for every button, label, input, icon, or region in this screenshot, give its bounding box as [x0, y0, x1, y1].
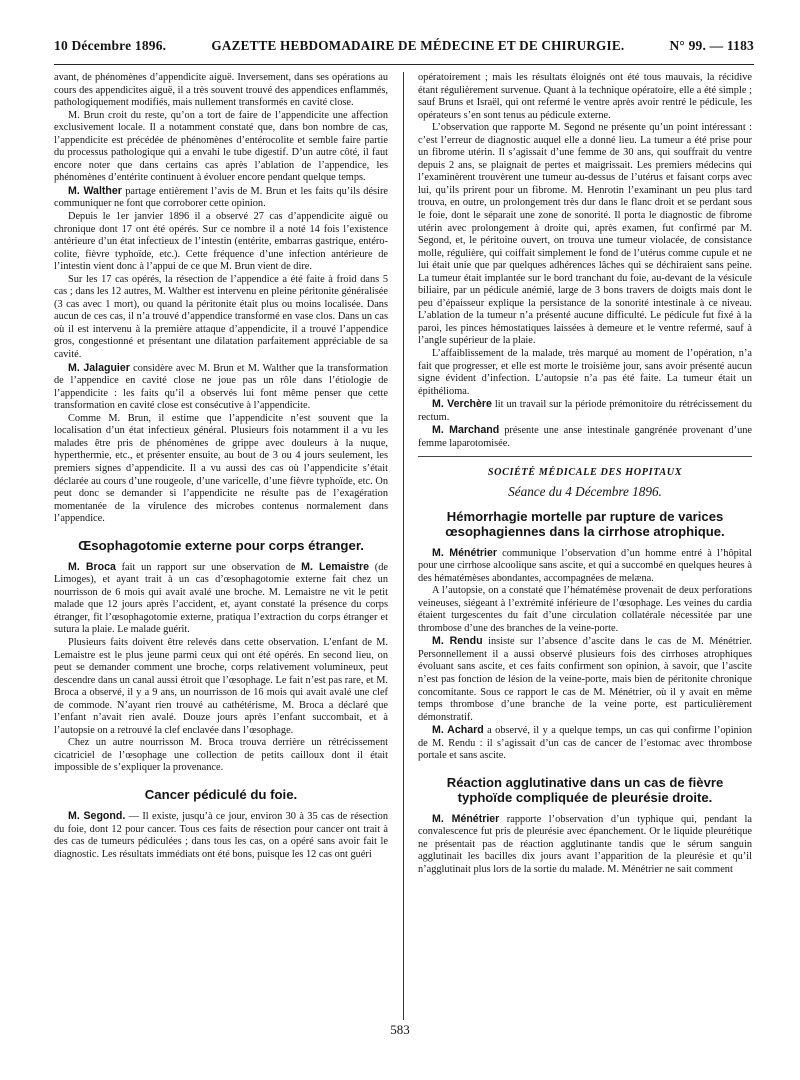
paragraph-text: présente une anse intestinale gangrénée provenant d’une femme laparotomisée.: [418, 425, 753, 449]
issue-number: N° 99. — 1183: [669, 38, 754, 53]
speaker-name: M. Verchère: [432, 398, 492, 411]
paragraph: Comme M. Brun, il estime que l’appendicite n’est souvent que la localisation d’un état infectieux général. Plusieurs fois notamment il a vu les malades être pris de phénomènes de grippe avec douleurs à la nuque, hyperthermie, etc., et présenter ensuite, au bout de 3 ou 4 jours seulement, les premiers signes d’appendicite. Il a vu aussi des cas où l’appendicite s’était déclarée au cours d’une rougeole, d’une varicelle, d’une fièvre typhoïde, etc. On peut donc se demander si l’appendicite ne résulte pas de l’exagération momentanée de la virulence des microbes contenus normalement dans l’appendice.: [54, 412, 388, 525]
paragraph: [54, 561, 388, 637]
paragraph-text: — Il existe, jusqu’à ce jour, environ 30 à 35 cas de résection du foie, dont 12 pour cancer. Tous ces faits de résection pour cancer ont trait à des cas de tumeurs pédiculées ; dans tous les cas, on a opéré sans avoir fait le diagnostic. Les résultats immédiats ont été bons, puisque les 12 cas ont guéri: [54, 810, 389, 860]
speaker-name: M. Marchand: [432, 424, 500, 437]
paragraph-text: insiste sur l’absence d’ascite dans le cas de M. Ménétrier. Personnellement il a aussi observé plusieurs fois des cirrhoses atrophiques évoluant sans ascite, et ces faits confirment son opinion, à savoir, que l’ascite n’est pas fonction de lésion de la veine-porte, mais bien de péritonite chronique concomitante. Sous ce rapport le cas de M. Ménétrier, où il y avait en même temps thrombose d’une branche de la veine porte, est particulièrement démonstratif.: [418, 636, 753, 723]
speaker-name: M. Segond.: [68, 809, 126, 822]
paragraph: Chez un autre nourrisson M. Broca trouva derrière un rétrécissement cicatriciel de l’œsophage une collection de petits cailloux dont il était impossible de s’expliquer la provenance.: [54, 737, 388, 774]
paragraph: L’affaiblissement de la malade, très marqué au moment de l’opération, n’a fait que progresser, et elle est morte le troisième jour, sans avoir présenté aucun signe évident d’infection. L’autopsie n’a pas été faite. La tumeur était un épithélioma.: [418, 348, 752, 397]
paragraph: [54, 185, 388, 211]
paragraph-text: fait un rapport sur une observation de: [115, 561, 302, 573]
paragraph: [418, 635, 752, 724]
speaker-name: M. Lemaistre: [301, 560, 370, 573]
section-heading: Hémorrhagie mortelle par rupture de varices œsophagiennes dans la cirrhose atrophique.: [445, 508, 725, 539]
speaker-name: M. Ménétrier: [432, 812, 500, 825]
paragraph-text: communique l’observation d’un homme entré à l’hôpital pour une cirrhose alcoolique sans ascite, et qui a succombé en quelques heures à des hématémèses abondantes, accompagnées de melæna.: [418, 547, 752, 584]
section-heading: Réaction agglutinative dans un cas de fièvre typhoïde compliquée de pleurésie droite.: [446, 774, 724, 805]
section-heading: Cancer pédiculé du foie.: [144, 786, 298, 802]
society-rule: [418, 456, 752, 457]
speaker-name: M. Rendu: [432, 635, 483, 648]
speaker-name: M. Ménétrier: [432, 546, 497, 559]
left-column: [54, 72, 388, 861]
paragraph: Depuis le 1er janvier 1896 il a observé 27 cas d’appendicite aiguë ou chronique dont 17 ont été opérés. Sur ce nombre il a noté 14 fois l’existence antérieure d’un état infectieux de l’intestin (entérite, embarras gastrique, entéro-colite, fièvre typhoïde, etc.). Cette fréquence d’une infection antérieure de l’intestin vient donc à l’appui de ce que M. Brun vient de dire.: [54, 211, 388, 273]
paragraph: [418, 547, 752, 586]
running-header: [54, 38, 754, 60]
paragraph-text: considère avec M. Brun et M. Walther que la transformation de l’appendice en cavité close ne joue pas un rôle dans l’étiologie de l’appendicite : les faits qu’il a observés lui font même penser que cette transformation en cavité close est consécutive à l’appendicite.: [54, 362, 388, 412]
paragraph-text: (de Limoges), et ayant trait à un cas d’œsophagotomie externe fait chez un nourrisson de 6 mois qui avait avalé une broche. M. Lemaistre ne vit le petit malade que 12 jours après l’accident, et, ayant constaté la présence du corps étranger, fit l’œsophagotomie externe, pratiqua l’extraction du corps étranger et sutura la plaie. Le malade guérit.: [54, 561, 388, 636]
paragraph: [418, 724, 752, 763]
session-date: Séance du 4 Décembre 1896.: [508, 483, 662, 499]
paragraph: Plusieurs faits doivent être relevés dans cette observation. L’enfant de M. Lemaistre est le plus jeune parmi ceux qui ont été opérés. En second lieu, on peut se demander comment une broche, corps relativement volumineux, peut descendre dans un canal aussi étroit que l’œsophage. Le fait n’est pas rare, et M. Broca a observé, il y a 9 ans, un nourrisson de 16 mois qui avait avalé une clef de commode. N’ayant rien trouvé au cathétérisme, M. Broca a déclaré que l’enfant n’avait rien avalé. Douze jours après l’enfant succombait, et à l’autopsie on a retrouvé la clef enclavée dans l’œsophage.: [54, 636, 388, 736]
paragraph: [418, 398, 752, 424]
paragraph: [418, 813, 752, 877]
paragraph-text: partage entièrement l’avis de M. Brun et les faits qu’ils désire communiquer ne font que corroborer cette opinion.: [54, 185, 388, 210]
paragraph: opératoirement ; mais les résultats éloignés ont été tous mauvais, la récidive étant régulièrement survenue. Quant à la technique opératoire, elle a été simple ; sauf Bruns et Israël, qui ont refermé le ventre après avoir rentré le pédicule, les opérateurs s’en sont tenus au pédicule externe.: [418, 72, 752, 121]
speaker-name: M. Achard: [432, 724, 484, 737]
journal-title: GAZETTE HEBDOMADAIRE DE MÉDECINE ET DE CHIRURGIE.: [211, 38, 625, 53]
page-number: 583: [390, 1022, 410, 1037]
column-divider: [403, 72, 404, 1020]
paragraph: [54, 362, 388, 413]
section-heading: Œsophagotomie externe pour corps étranger.: [78, 537, 364, 553]
paragraph-text: lit un travail sur la période prémonitoire du rétrécissement du rectum.: [418, 399, 752, 423]
issue-date: 10 Décembre 1896.: [54, 38, 167, 53]
paragraph: L’observation que rapporte M. Segond ne présente qu’un point intéressant : c’est l’erreur de diagnostic auquel elle a donné lieu. La tumeur a été prise pour un fibrome utérin. Il s’agissait d’une femme de 30 ans, qui souffrait du ventre depuis 2 ans, se plaignait de pertes et maigrissait. Les premiers médecins qui l’examinèrent trouvèrent une tumeur au-dessus de l’utérus et faisant corps avec lui, qu’ils prirent pour un fibrome. M. Henrotin l’examinant un peu plus tard trouva, en outre, un prolongement très dur dans le flanc droit et se perdant sous le foie, dont le séparait une zone de sonorité. Il porta le diagnostic de fibrome utérin avec prolongement à droite qui, après examen, fut confirmé par M. Segond, et, le péritoine ouvert, on trouva une tumeur violacée, de consistance molle, régulière, qui coiffait simplement le fond de l’utérus comme cupule et ne lui était unie que par quelques adhérences lâches qui se déchiraient sans peine. La tumeur était implantée sur le bord tranchant du foie, au-devant de la vésicule biliaire, par un pédicule anémié, large de 3 bons travers de doigts mais dont le peu d’épaisseur explique la persistance de la sonorité intestinale à ce niveau. L’ablation de la tumeur n’a présenté aucune difficulté. Le pédicule fut fixé à la paroi, les pinces hémostatiques laissées à demeure et le ventre refermé, sauf à l’angle supérieur de la plaie.: [418, 122, 752, 347]
paragraph: A l’autopsie, on a constaté que l’hématémèse provenait de deux perforations veineuses, siégeant à l’extrémité inférieure de l’œsophage. Les veines du cardia étaient turgescentes du fait d’une circulation collatérale nécessitée par une thrombose d’une des branches de la veine-porte.: [418, 585, 752, 634]
paragraph-text: rapporte l’observation d’un typhique qui, pendant la convalescence fut pris de pleurésie avec épanchement. Or le liquide pleurétique ne présentait pas de réaction agglutinante tandis que le sérum sanguin agglutinait les bacilles dix jours avant l’apparition de la pleurésie et qu’il n’agglutinait plus lors de la sortie du malade. M. Ménétrier ne sait comment: [418, 813, 752, 875]
right-column: [418, 72, 752, 877]
paragraph: [54, 810, 388, 861]
header-rule: [54, 64, 754, 65]
paragraph-text: a observé, il y a quelque temps, un cas qui confirme l’opinion de M. Rendu : il s’agissait d’un cas de cancer de l’estomac avec thrombose portale et sans ascite.: [418, 725, 752, 762]
paragraph: Sur les 17 cas opérés, la résection de l’appendice a été faite à froid dans 5 cas ; dans les 12 autres, M. Walther est intervenu en pleine péritonite généralisée (3 cas avec 1 mort), ou quand la péritonite était plus ou moins localisée. Dans aucun de ces cas, il n’a trouvé d’appendice transformé en vase clos. Dans un cas où il est intervenu à la première attaque d’appendicite, il a trouvé l’appendice gros, congestionné et présentant une dilatation parfaitement appréciable de sa cavité.: [54, 273, 388, 361]
paragraph: [418, 424, 752, 450]
paragraph: avant, de phénomènes d’appendicite aiguë. Inversement, dans ses opérations au cours des appendicites aiguë, il a très souvent trouvé des appendices enflammés, pathologiquement modifiés, mais nullement transformés en cavité close.: [54, 72, 388, 109]
speaker-name: M. Jalaguier: [68, 361, 130, 374]
speaker-name: M. Broca: [68, 560, 116, 573]
paragraph: M. Brun croit du reste, qu’on a tort de faire de l’appendicite une affection exclusivement locale. Il a notamment constaté que, dans bon nombre de cas, l’appendicite est précédée de phénomènes d’entérocolite et semble faire partie du processus pathologique qui a envahi le tube digestif. D’un autre côté, il faut encore noter que dans certains cas après l’ablation de l’appendice, les phénomènes d’entérite continuent à évoluer encore pendant quelque temps.: [54, 109, 388, 184]
society-heading: SOCIÉTÉ MÉDICALE DES HOPITAUX: [487, 467, 683, 479]
speaker-name: M. Walther: [68, 184, 122, 197]
